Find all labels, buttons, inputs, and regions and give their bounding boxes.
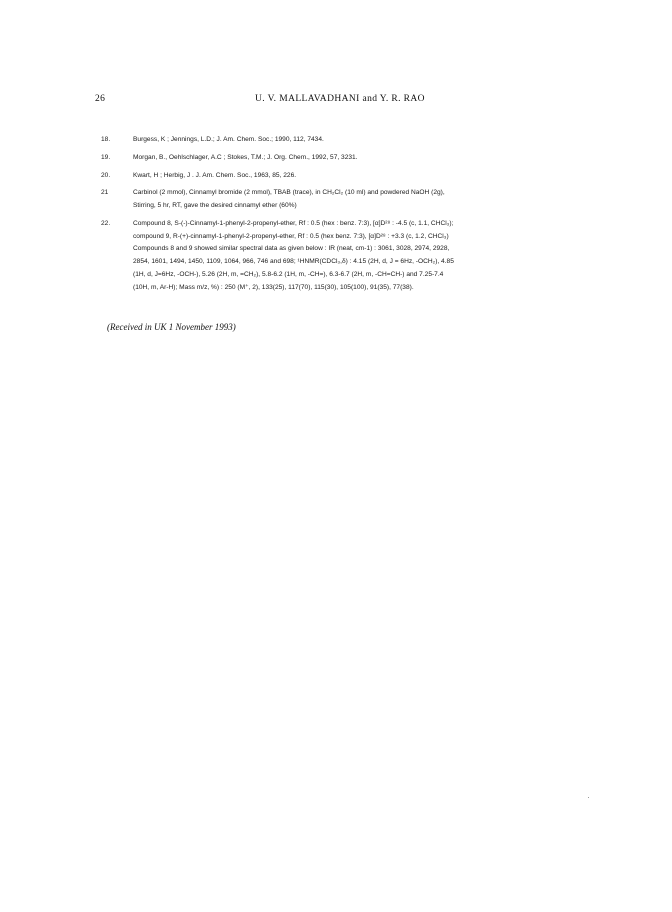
reference-line: (1H, d, J=6Hz, -OCH-), 5.26 (2H, m, =CH₂), 5.8-6.2 (1H, m, -CH=), 6.3-6.7 (2H, m, -CH=CH-) and 7.25-7.4 [133,271,444,279]
reference-line: Morgan, B., Oehlschlager, A.C ; Stokes, T.M.; J. Org. Chem., 1992, 57, 3231. [133,153,358,161]
reference-number: 22. [101,219,111,227]
running-head: U. V. MALLAVADHANI and Y. R. RAO [255,94,425,104]
reference-number: 18. [101,136,111,143]
reference-number: 21 [101,189,109,197]
reference-number: 19. [101,153,111,161]
reference-text [133,134,561,146]
reference-list [101,134,561,300]
reference-18 [101,134,561,146]
reference-line: compound 9, R-(+)-cinnamyl-1-phenyl-2-propenyl-ether, Rf : 0.5 (hex benz. 7:3), [α]D²⁸ : +3.3 (c, 1.2, CHCl₃) [133,232,449,240]
page-number: 26 [95,94,106,104]
reference-line: 2854, 1601, 1494, 1450, 1109, 1064, 966, 746 and 698; ¹HNMR(CDCl₃,δ) : 4.15 (2H, d, J = 6Hz, -OCH₂), 4.85 [133,258,454,266]
reference-20 [101,170,561,182]
reference-line: Compounds 8 and 9 showed similar spectral data as given below : IR (neat, cm-1) : 3061, 3028, 2974, 2928, [133,245,450,253]
reference-text [133,218,561,295]
reference-19 [101,152,561,164]
received-note: (Received in UK 1 November 1993) [107,322,236,332]
reference-line: Kwart, H ; Herbig, J . J. Am. Chem. Soc., 1963, 85, 226. [133,171,297,179]
reference-line: Carbinol (2 mmol), Cinnamyl bromide (2 mmol), TBAB (trace), in CH₂Cl₂ (10 ml) and powdered NaOH (2g), [133,189,445,197]
reference-text [133,170,561,182]
reference-text [133,152,561,164]
scan-speck [588,797,589,798]
reference-text [133,187,561,212]
reference-line: Burgess, K ; Jennings, L.D.; J. Am. Chem. Soc.; 1990, 112, 7434. [133,136,324,143]
page-header [95,94,545,110]
reference-number: 20. [101,171,111,179]
reference-line: Compound 8, S-(-)-Cinnamyl-1-phenyl-2-propenyl-ether, Rf : 0.5 (hex : benz. 7:3), [α]D²⁸ : -4.5 (c, 1.1, CHCl₃); [133,219,454,227]
reference-22 [101,218,561,295]
reference-21 [101,187,561,212]
reference-line: Stirring, 5 hr, RT, gave the desired cinnamyl ether (60%) [133,201,297,209]
reference-line: (10H, m, Ar-H); Mass m/z, %) : 250 (M⁺, 2), 133(25), 117(70), 115(30), 105(100), 91(35), 77(38). [133,284,414,292]
